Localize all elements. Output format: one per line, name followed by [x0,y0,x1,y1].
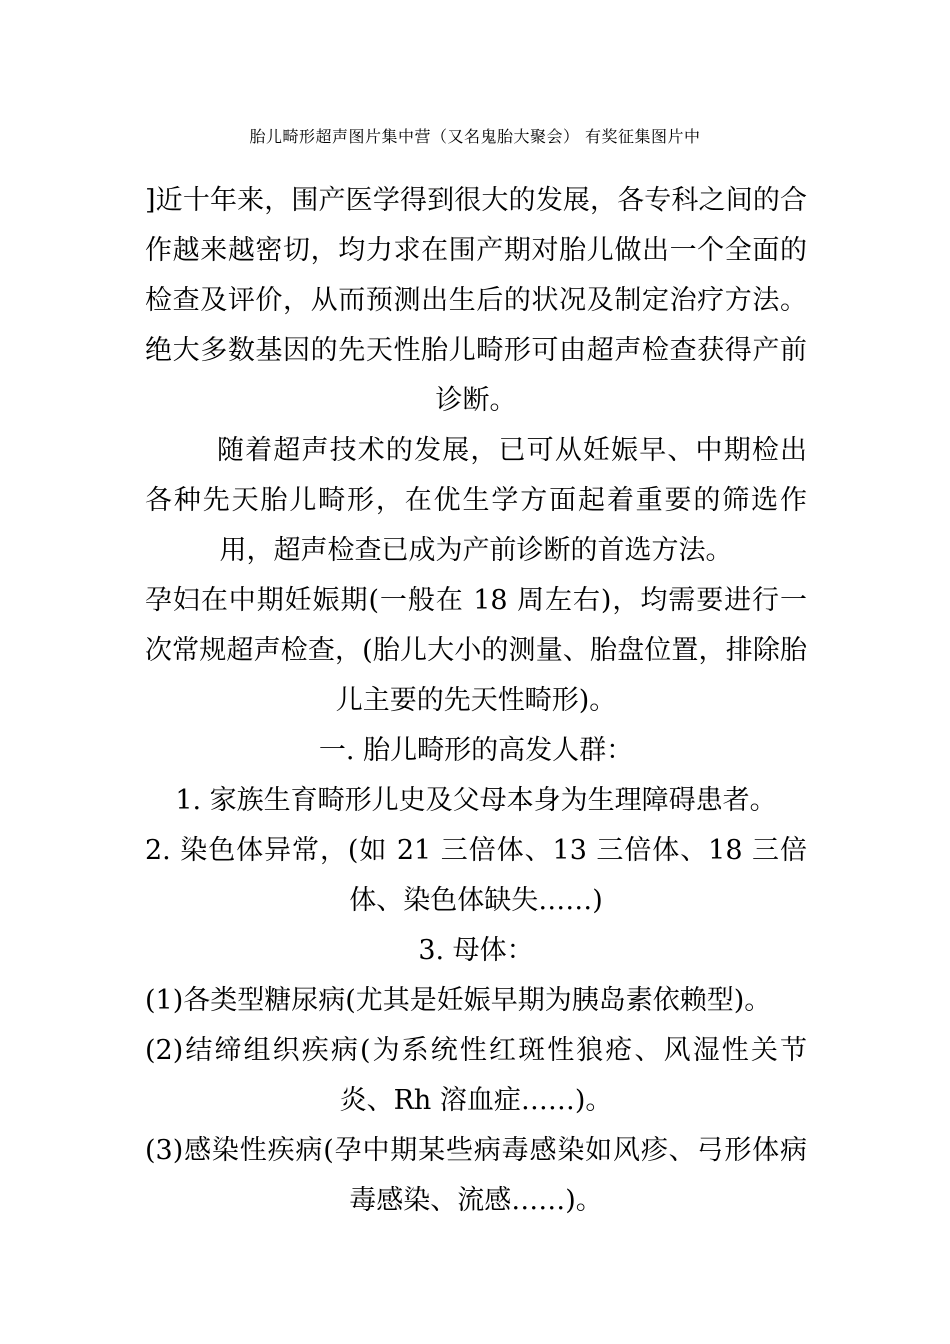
paragraph-routine-exam: 孕妇在中期妊娠期(一般在 18 周左右)，均需要进行一次常规超声检查，(胎儿大小的测量、胎盘位置，排除胎儿主要的先天性畸形)。 [145,585,807,716]
document-body [145,176,807,1226]
paragraph-intro: ]近十年来，围产医学得到很大的发展，各专科之间的合作越来越密切，均力求在围产期对胎儿做出一个全面的检查及评价，从而预测出生后的状况及制定治疗方法。绝大多数基因的先天性胎儿畸形可由超声检查获得产前诊断。 [145,185,807,416]
list-item-chromosome-abnormality: 2. 染色体异常，(如 21 三倍体、13 三倍体、18 三倍体、染色体缺失……) [145,835,807,916]
list-item-family-history: 1. 家族生育畸形儿史及父母本身为生理障碍患者。 [175,785,777,816]
page-header: 胎儿畸形超声图片集中营（又名鬼胎大聚会） 有奖征集图片中 [249,127,701,146]
list-item-maternal: 3. 母体： [418,935,534,966]
sub-item-infection: (3)感染性疾病(孕中期某些病毒感染如风疹、弓形体病毒感染、流感……)。 [145,1135,807,1216]
sub-item-connective-tissue: (2)结缔组织疾病(为系统性红斑性狼疮、风湿性关节炎、Rh 溶血症……)。 [145,1035,807,1116]
sub-item-diabetes: (1)各类型糖尿病(尤其是妊娠早期为胰岛素依赖型)。 [145,985,772,1016]
paragraph-ultrasound-development: 随着超声技术的发展，已可从妊娠早、中期检出各种先天胎儿畸形，在优生学方面起着重要的筛选作用，超声检查已成为产前诊断的首选方法。 [145,435,807,566]
section-heading-high-risk-groups: 一. 胎儿畸形的高发人群： [318,735,634,766]
